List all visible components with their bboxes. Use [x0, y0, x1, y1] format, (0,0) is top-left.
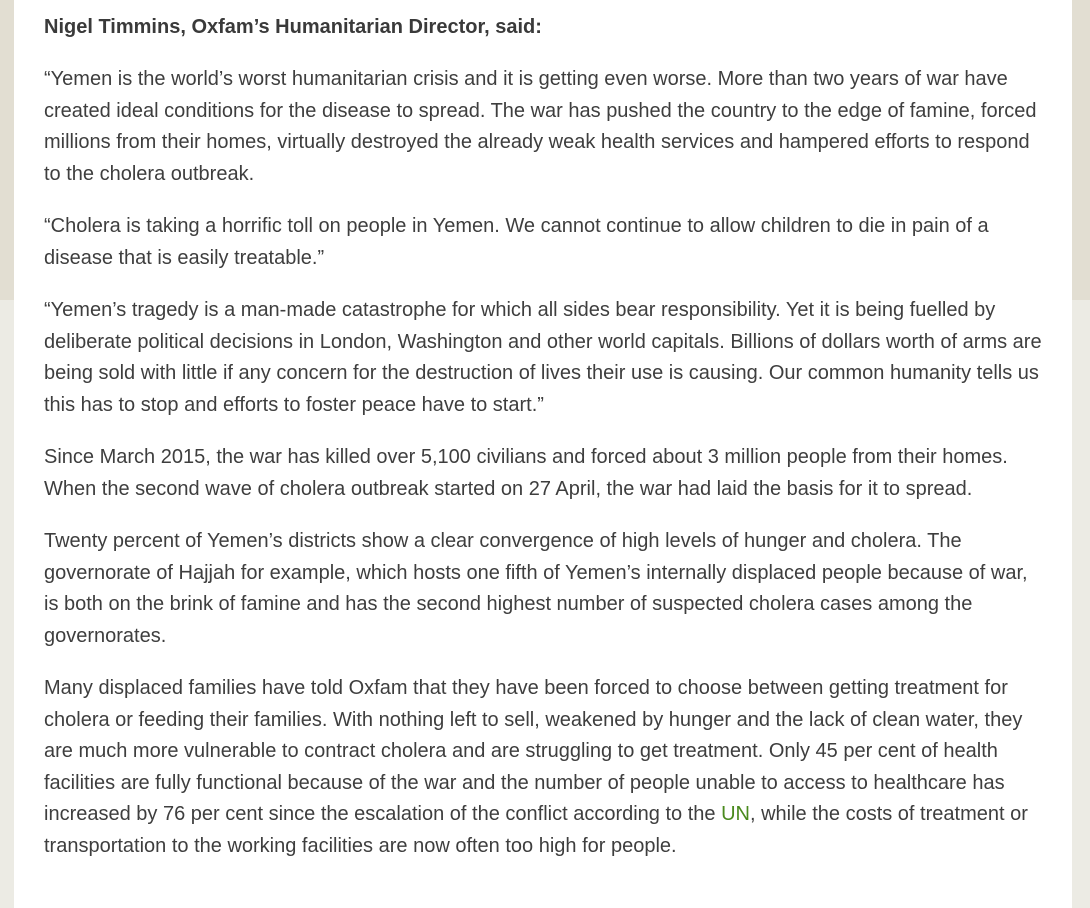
- paragraph-hunger-cholera: Twenty percent of Yemen’s districts show a clear convergence of high levels of hunger and cholera. The governorate of Hajjah for example, which hosts one fifth of Yemen’s internally displaced people because of war, is both on the brink of famine and has the second highest number of suspected cholera cases among the governorates.: [44, 530, 1028, 647]
- article-body: [14, 0, 1072, 908]
- paragraph-text-before-link: Many displaced families have told Oxfam that they have been forced to choose between getting treatment for cholera or feeding their families. With nothing left to sell, weakened by hunger and the lack of clean water, they are much more vulnerable to contract cholera and are struggling to get treatment. Only 45 per cent of health facilities are fully functional because of the war and the number of people unable to access to healthcare has increased by 76 per cent since the escalation of the conflict according to the: [44, 677, 1023, 825]
- paragraph-text-after-link: , while the costs of treatment or transportation to the working facilities are now often too high for people.: [44, 803, 1028, 857]
- paragraph-war-casualties: Since March 2015, the war has killed over 5,100 civilians and forced about 3 million people from their homes. When the second wave of cholera outbreak started on 27 April, the war had laid the basis for it to spread.: [44, 446, 1008, 500]
- paragraph-quote-cholera-toll: “Cholera is taking a horrific toll on people in Yemen. We cannot continue to allow children to die in pain of a disease that is easily treatable.”: [44, 215, 989, 269]
- paragraph-quote-crisis: “Yemen is the world’s worst humanitarian crisis and it is getting even worse. More than two years of war have created ideal conditions for the disease to spread. The war has pushed the country to the edge of famine, forced millions from their homes, virtually destroyed the already weak health services and hampered efforts to respond to the cholera outbreak.: [44, 68, 1037, 185]
- paragraph-displaced-families: [44, 673, 1042, 862]
- quote-attribution-heading: Nigel Timmins, Oxfam’s Humanitarian Director, said:: [44, 16, 542, 38]
- un-link[interactable]: UN: [721, 803, 750, 825]
- paragraph-quote-tragedy: “Yemen’s tragedy is a man-made catastrophe for which all sides bear responsibility. Yet it is being fuelled by deliberate political decisions in London, Washington and other world capitals. Billions of dollars worth of arms are being sold with little if any concern for the destruction of lives their use is causing. Our common humanity tells us this has to stop and efforts to foster peace have to start.”: [44, 299, 1042, 416]
